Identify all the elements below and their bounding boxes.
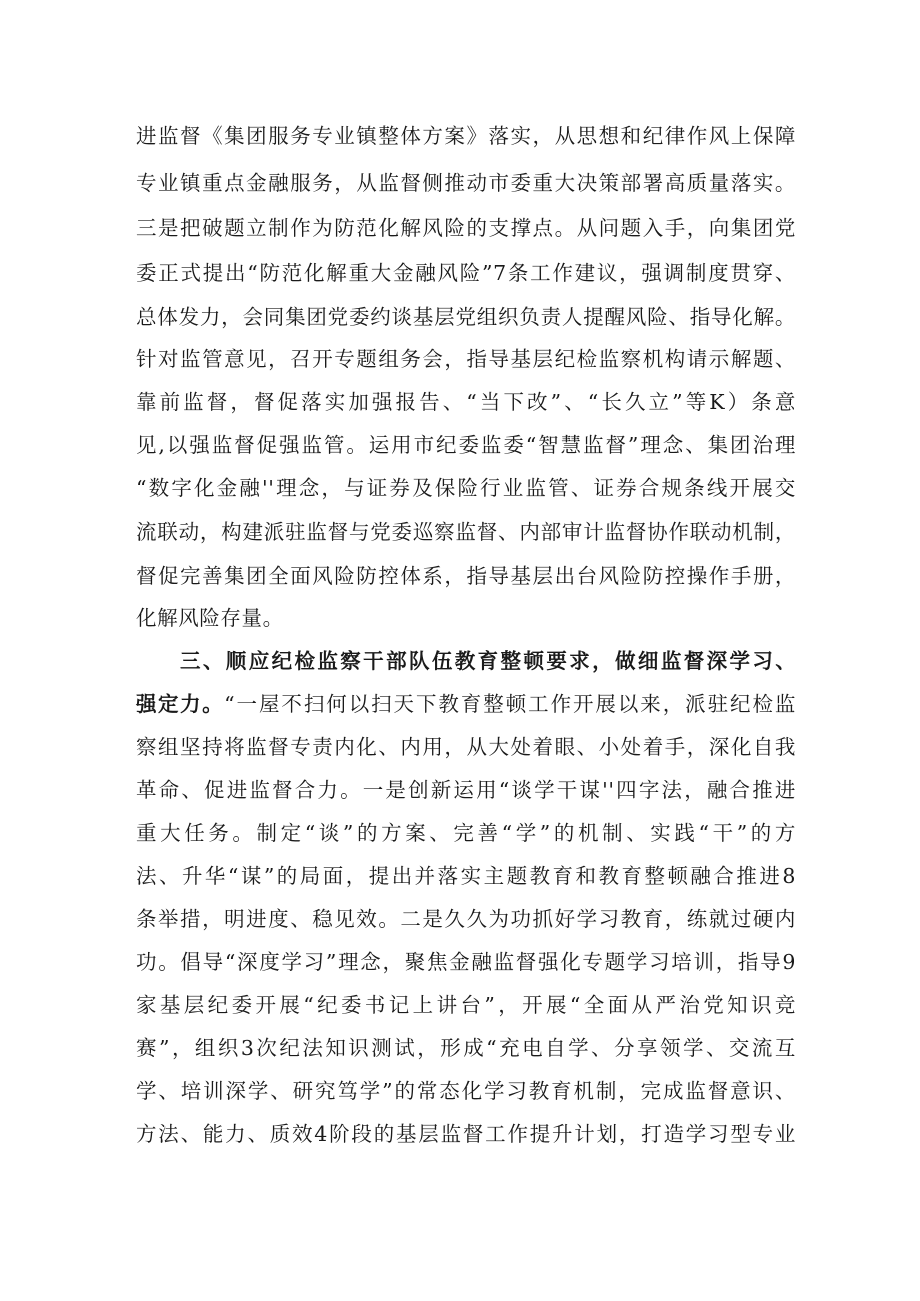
body-text-line: 靠前监督，督促落实加强报告、“当下改”、“长久立”等K）条意 xyxy=(136,390,796,414)
body-text-line: 法、升华“谋”的局面，提出并落实主题教育和教育整顿融合推进8 xyxy=(136,864,796,888)
body-text-line: 专业镇重点金融服务，从监督侧推动市委重大决策部署高质量落实。 xyxy=(136,171,796,195)
body-text-line: 功。倡导“深度学习”理念，聚焦金融监督强化专题学习培训，指导9 xyxy=(136,950,796,974)
section-heading-text: 三、顺应纪检监察干部队伍教育整顿要求，做细监督深学习、 xyxy=(180,649,796,673)
body-text-line: 学、培训深学、研究笃学”的常态化学习教育机制，完成监督意识、 xyxy=(136,1079,796,1103)
section-heading xyxy=(180,643,796,679)
body-text-line: 总体发力，会同集团党委约谈基层党组织负责人提醒风险、指导化解。 xyxy=(136,305,796,329)
body-text-line: 家基层纪委开展“纪委书记上讲台”，开展“全面从严治党知识竞 xyxy=(136,993,796,1017)
body-text-line: 见,以强监督促强监管。运用市纪委监委“智慧监督”理念、集团治理 xyxy=(136,433,796,457)
body-text-line: 督促完善集团全面风险防控体系，指导基层出台风险防控操作手册， xyxy=(136,564,796,588)
body-text-line: “数字化金融''理念，与证券及保险行业监管、证券合规条线开展交 xyxy=(136,476,796,500)
body-text-line: 流联动，构建派驻监督与党委巡察监督、内部审计监督协作联动机制， xyxy=(136,520,796,544)
body-text-line: 革命、促进监督合力。一是创新运用“谈学干谋''四字法，融合推进 xyxy=(136,778,796,802)
body-text-line: 赛”，组织3次纪法知识测试，形成“充电自学、分享领学、交流互 xyxy=(136,1036,796,1060)
body-text-line: 三是把破题立制作为防范化解风险的支撑点。从问题入手，向集团党 xyxy=(136,216,796,240)
body-text-line: 重大任务。制定“谈”的方案、完善“学”的机制、实践“干”的方 xyxy=(136,821,796,845)
body-text-line: 针对监管意见，召开专题组务会，指导基层纪检监察机构请示解题、 xyxy=(136,347,796,371)
body-text-line xyxy=(136,686,796,722)
body-text-line: 察组坚持将监督专责内化、内用，从大处着眼、小处着手，深化自我 xyxy=(136,735,796,759)
body-text-line-last: 化解风险存量。 xyxy=(136,606,284,630)
section-heading-text-end: 强定力。 xyxy=(136,692,225,716)
body-text-line: 方法、能力、质效4阶段的基层监督工作提升计划，打造学习型专业 xyxy=(136,1122,796,1146)
paragraph-text: “一屋不扫何以扫天下教育整顿工作开展以来，派驻纪检监 xyxy=(224,692,796,716)
body-text-line: 委正式提出“防范化解重大金融风险”7条工作建议，强调制度贯穿、 xyxy=(136,261,796,285)
body-text-line: 进监督《集团服务专业镇整体方案》落实，从思想和纪律作风上保障 xyxy=(136,124,796,148)
body-text-line: 条举措，明进度、稳见效。二是久久为功抓好学习教育，练就过硬内 xyxy=(136,907,796,931)
